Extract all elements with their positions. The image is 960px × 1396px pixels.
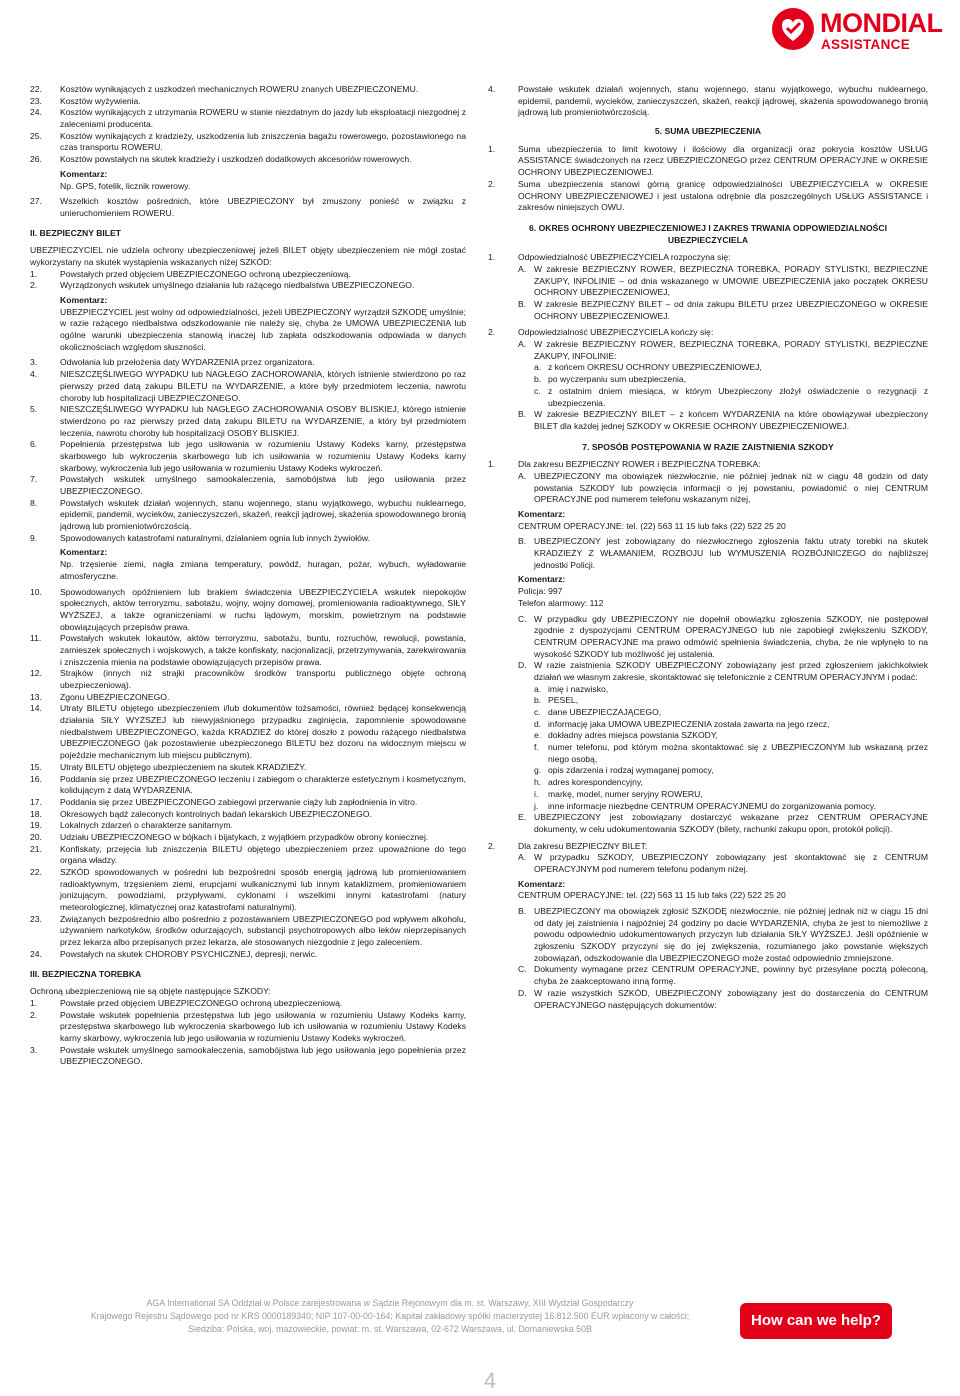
comment-head: Komentarz:: [518, 509, 566, 519]
sub-text: W przypadku gdy UBEZPIECZONY nie dopełnił obowiązku zgłoszenia SZKODY, nie postępował zgodnie z dyspozycjami CENTRUM OPERACYJNEGO lub nie zapobiegł zwiększeniu SZKODY, CENTRUM OPERACYJNE ma prawo odmówić spełnienia świadczenia, chyba, że nie wpłynęło to na wysokość SZKODY lub możliwość jej ustalenia.: [534, 613, 928, 659]
item-number: 10.: [30, 586, 42, 597]
list-item: [488, 84, 928, 119]
list-item: [30, 774, 466, 797]
sub-text: UBEZPIECZONY jest zobowiązany do niezwłocznego zgłoszenia faktu utraty torebki na skutek KRADZIEŻY Z WŁAMANIEM, ROZBOJU lub WYMUSZENIA ROZBÓJNICZEGO do najbliższej jednostki Policji.: [534, 536, 928, 570]
item-number: 22.: [30, 867, 42, 877]
sub-text: Dokumenty wymagane przez CENTRUM OPERACYJNE, powinny być przesyłane pocztą poleconą, chyba że zaakceptowano inną formę.: [534, 964, 928, 987]
list-item: [30, 797, 466, 809]
item-text: Poddania się przez UBEZPIECZONEGO leczeniu i zabiegom o charakterze estetycznym i kosmetycznym, kolidującym z datą WYDARZENIA.: [60, 773, 466, 796]
list-item: [30, 949, 466, 961]
item-text: Powstałych wskutek umyślnego samookaleczenia, samobójstwa lub jego usiłowania przez UBEZPIECZONEGO.: [60, 474, 466, 496]
list-item: [30, 107, 466, 130]
item-number: 11.: [30, 633, 42, 644]
comment-box: [30, 547, 466, 582]
item-number: 15.: [30, 761, 42, 772]
sub-letter: D.: [518, 987, 527, 998]
item-text: NIESZCZĘŚLIWEGO WYPADKU lub NAGŁEGO ZACHOROWANIA, których istnienie stwierdzono po raz pierwszy przed datą zakupu BILETU na WYDARZENIE, a które były przedmiotem leczenia, nawrotu choroby lub hospitalizacji UBEZPIECZONEGO.: [60, 369, 466, 403]
help-button[interactable]: How can we help?: [740, 1303, 892, 1339]
item-text: dane UBEZPIECZAJĄCEGO,: [548, 707, 662, 717]
list-item: [30, 84, 466, 96]
item-text: Powstałych wskutek lokautów, aktów terroryzmu, sabotażu, buntu, rozruchów, rewolucji, powstania, zamieszek społecznych i wojskowych, a także konfiskaty, nacjonalizacji, przetrzymywania, zarekwirowania i zniszczenia mienia na podstawie obowiązujących przepisów prawa.: [60, 633, 466, 667]
sub-item: [518, 264, 928, 299]
item-text: SZKÓD spowodowanych w pośredni lub bezpośredni sposób energią jądrową lub promieniowaniem radioaktywnym, trzęsieniem ziemi, erupcjami wulkanicznymi lub innym kataklizmem, promieniowaniem jonizującym, powodziami, przypływami, cyklonami i wszelkimi innymi katastrofami (natury meteorologicznej, klimatycznej oraz katastrofami naturalnymi).: [60, 867, 466, 913]
footer-line: AGA International SA Oddział w Polsce zarejestrowana w Sądzie Rejonowym dla m. st. Warszawy, XIII Wydział Gospodarczy: [146, 1298, 634, 1308]
list-item: [30, 280, 466, 292]
sub-text: UBEZPIECZONY ma obowiązek zgłosić SZKODĘ niezwłocznie, nie później jednak niż w ciągu 15 dni od daty jej zaistnienia i najpóźniej 24 godziny po dacie WYDARZENIA, chyba że jest to niemożliwe z powodu odpowiednio udokumentowanych przyczyn lub działania SIŁY WYŻSZEJ. Jeśli opóźnienie w zgłoszeniu SZKODY przyczyni się do jej zwiększenia, rozumianego jako powstanie większych zobowiązań, odszkodowanie dla UBEZPIECZONEGO może zostać odpowiednio zmniejszone.: [534, 906, 928, 963]
sub-item: [534, 362, 928, 374]
sub-letter: C.: [518, 613, 527, 624]
sub-item: [518, 339, 928, 409]
list-item: [30, 439, 466, 474]
item-text: adres korespondencyjny,: [548, 777, 643, 788]
item-number: 17.: [30, 796, 42, 807]
list-item: [30, 369, 466, 404]
item-number: 8.: [30, 497, 38, 508]
item-number: 21.: [30, 843, 42, 854]
item-text: Utraty BILETU objętego ubezpieczeniem na skutek KRADZIEŻY.: [60, 761, 307, 772]
item-text: imię i nazwisko,: [548, 683, 609, 694]
item-number: 18.: [30, 808, 42, 819]
item-text: Strajków (innych niż strajki pracowników środków transportu publicznego objęte ochroną ubezpieczeniową).: [60, 668, 466, 690]
list-item: [30, 914, 466, 949]
item-number: 6.: [30, 439, 38, 450]
item-text: z ostatnim dniem miesiąca, w którym Ubezpieczony złożył oświadczenie o rezygnacji z ubezpieczenia.: [548, 385, 928, 408]
sub-item: [518, 660, 928, 812]
comment-box: [30, 169, 466, 192]
item-number: 9.: [30, 532, 38, 543]
sub-letter: B.: [518, 536, 527, 547]
list-item: [30, 587, 466, 634]
section-intro: Ochroną ubezpieczeniową nie są objęte następujące SZKODY:: [30, 986, 271, 997]
item-text: Powstałych przed objęciem UBEZPIECZONEGO ochroną ubezpieczeniową.: [60, 268, 351, 279]
list-item: [30, 998, 466, 1010]
item-text: Lokalnych zdarzeń o charakterze sanitarnym.: [60, 820, 233, 831]
page-number: 4: [483, 1368, 497, 1393]
brand-name: MONDIAL: [820, 8, 943, 38]
item-number: 4.: [30, 369, 38, 380]
item-number: e.: [534, 730, 542, 741]
item-text: markę, model, numer seryjny ROWERU,: [548, 788, 703, 799]
list-item: [30, 498, 466, 533]
sub-item: [534, 801, 928, 813]
item-number: 12.: [30, 668, 42, 679]
sub-item: [534, 789, 928, 801]
item-number: 13.: [30, 691, 42, 702]
list-item: [488, 179, 928, 214]
item-number: 20.: [30, 831, 42, 842]
item-text: Kosztów powstałych na skutek kradzieży i uszkodzeń dodatkowych akcesoriów rowerowych.: [60, 154, 412, 165]
item-text: Dla zakresu BEZPIECZNY ROWER i BEZPIECZNA TOREBKA:: [518, 459, 761, 470]
comment-line: Telefon alarmowy: 112: [518, 597, 604, 608]
comment-line: Policja: 997: [518, 586, 563, 597]
list-item-cont: [488, 614, 928, 836]
sub-letter: D.: [518, 660, 527, 671]
item-number: 2.: [30, 280, 38, 291]
item-text: Poddania się przez UBEZPIECZONEGO zabiegowi przerwanie ciąży lub zapłodnienia in vitro.: [60, 796, 418, 807]
sub-text: W razie wszystkich SZKÓD, UBEZPIECZONY zobowiązany jest do dostarczenia do CENTRUM OPERACYJNEGO następujących dokumentów:: [534, 987, 928, 1010]
comment-head: Komentarz:: [60, 168, 108, 179]
sub-item: [518, 536, 928, 571]
item-text: Powstałe wskutek działań wojennych, stanu wojennego, stanu wyjątkowego, wybuchu nuklearnego, epidemii, pandemii, wycieków, zanieczyszczeń, skażeń, reakcji jądrowej, skażenia spowodowanego bronią jądrową lub promieniotwórczością.: [518, 84, 928, 118]
list-item: [30, 867, 466, 914]
comment-head: Komentarz:: [60, 295, 108, 305]
right-column: [488, 84, 928, 1011]
item-number: i.: [534, 788, 539, 799]
list-item: [30, 832, 466, 844]
comment-box: [30, 295, 466, 353]
list-item: [30, 703, 466, 761]
list-item: [30, 404, 466, 439]
item-number: 19.: [30, 820, 42, 831]
sub-text: W przypadku SZKODY, UBEZPIECZONY zobowiązany jest skontaktować się z CENTRUM OPERACYJNYM pod numerem telefonu podanym niżej.: [534, 852, 928, 874]
sub-text: W zakresie BEZPIECZNY ROWER, BEZPIECZNA TOREBKA, PORADY STYLISTKI, BEZPIECZNE ZAKUPY, INFOLINIE:: [534, 339, 928, 361]
sub-letter: C.: [518, 964, 527, 975]
item-text: informację jaka UMOWA UBEZPIECZENIA została zawarta na jego rzecz,: [548, 718, 830, 729]
item-number: c.: [534, 385, 541, 396]
item-number: 1.: [488, 459, 496, 470]
brand-sub: ASSISTANCE: [821, 37, 911, 52]
comment-text: Np. GPS, fotelik, licznik rowerowy.: [60, 180, 191, 191]
sub-item: [518, 988, 928, 1011]
item-number: 24.: [30, 107, 42, 118]
item-text: Powstałych na skutek CHOROBY PSYCHICZNEJ, depresji, nerwic.: [60, 948, 318, 959]
item-number: g.: [534, 765, 542, 776]
comment-head: Komentarz:: [60, 547, 108, 558]
item-number: 14.: [30, 703, 42, 714]
list-item: [488, 841, 928, 876]
list-item: [30, 269, 466, 281]
item-text: Kosztów wyżywienia.: [60, 95, 141, 106]
list-item: [30, 809, 466, 821]
item-text: Popełnienia przestępstwa lub jego usiłowania w rozumieniu Ustawy Kodeks karny, przestępstwa skarbowego lub wykroczenia skarbowego lub ich usiłowania w rozumieniu Ustawy Kodeks karny skarbowy, wykroczenia lub jego usiłowania w rozumieniu Ustawy Kodeks wykroczeń.: [60, 439, 466, 473]
list-item: [30, 357, 466, 369]
sub-item: [534, 742, 928, 765]
list-item: [30, 844, 466, 867]
sub-item: [534, 765, 928, 777]
sub-letter: A.: [518, 852, 527, 863]
list-item: [488, 252, 928, 322]
item-number: 2.: [30, 1009, 38, 1020]
item-number: j.: [534, 800, 539, 811]
item-number: 24.: [30, 948, 42, 959]
item-number: 4.: [488, 84, 496, 94]
item-number: b.: [534, 695, 542, 706]
item-text: Odwołania lub przełożenia daty WYDARZENIA przez organizatora.: [60, 357, 315, 368]
item-text: Wyrządzonych wskutek umyślnego działania lub rażącego niedbalstwa UBEZPIECZONEGO.: [60, 280, 415, 291]
comment-text: CENTRUM OPERACYJNE: tel. (22) 563 11 15 lub faks (22) 522 25 20: [518, 890, 786, 901]
item-text: Spowodowanych katastrofami naturalnymi, działaniem ognia lub innych żywiołów.: [60, 532, 371, 543]
section-title: III. BEZPIECZNA TOREBKA: [30, 968, 142, 979]
item-text: Okresowych bądź zaleconych kontrolnych badań lekarskich UBEZPIECZONEGO.: [60, 808, 372, 819]
item-text: Powstałych wskutek działań wojennych, stanu wojennego, stanu wyjątkowego, wybuchu nuklearnego, epidemii, pandemii, wycieków, zanieczyszczeń, skażeń, reakcji jądrowej, skażenia spowodowanego bronią jądrową lub promieniotwórczością.: [60, 497, 466, 532]
item-number: 1.: [30, 268, 38, 279]
item-number: 3.: [30, 1044, 38, 1055]
item-number: 22.: [30, 84, 42, 94]
sub-item: [518, 471, 928, 506]
item-text: W zakresie BEZPIECZNY ROWER, BEZPIECZNA TOREBKA, PORADY STYLISTKI, BEZPIECZNE ZAKUPY, INFOLINIE – od dnia wskazanego w UMOWIE UBEZPIECZENIA jako początek OKRESU OCHRONY UBEZPIECZENIOWEJ,: [534, 263, 928, 298]
list-item: [30, 131, 466, 154]
item-text: Zgonu UBEZPIECZONEGO.: [60, 691, 170, 702]
item-text: Powstałe wskutek umyślnego samookaleczenia, samobójstwa lub jego usiłowania jego popełnienia przez UBEZPIECZONEGO.: [60, 1044, 466, 1067]
sub-letter: E.: [518, 812, 527, 823]
item-number: a.: [534, 362, 542, 373]
comment-text: UBEZPIECZYCIEL jest wolny od odpowiedzialności, jeżeli UBEZPIECZONY wyrządził SZKODĘ umyślnie; w razie rażącego niedbalstwa odszkodowanie nie należy się, chyba że UMOWA UBEZPIECZENIA lub ogólne warunki ubezpieczenia stanowią inaczej lub zapłata odszkodowania odpowiada w danych okolicznościach względom słuszności.: [60, 306, 466, 352]
comment-text: Np. trzęsienie ziemi, nagła zmiana temperatury, powódź, huragan, pożar, wybuch, wyładowanie atmosferyczne.: [60, 559, 466, 581]
item-text: Powstałe wskutek popełnienia przestępstwa lub jego usiłowania w rozumieniu Ustawy Kodeks karny, przestępstwa skarbowego lub wykroczenia skarbowego lub ich usiłowania w rozumieniu Ustawy Kodeks karny skarbowy, wykroczenia lub jego usiłowania w rozumieniu Ustawy Kodeks wykroczeń.: [60, 1009, 466, 1043]
item-text: po wyczerpaniu sum ubezpieczenia,: [548, 374, 687, 385]
item-number: 1.: [488, 252, 496, 263]
item-text: Kosztów wynikających z kradzieży, uszkodzenia lub zniszczenia bagażu rowerowego, pozostawionego na czas transportu ROWERU.: [60, 130, 466, 153]
section-title: II. BEZPIECZNY BILET: [30, 227, 122, 238]
sub-item: [518, 409, 928, 432]
item-number: 3.: [30, 357, 38, 368]
left-column: [30, 84, 466, 1068]
item-text: Odpowiedzialność UBEZPIECZYCIELA kończy się:: [518, 327, 714, 338]
item-number: a.: [534, 683, 542, 694]
item-number: B.: [518, 299, 527, 309]
item-text: Udziału UBEZPIECZONEGO w bójkach i bijatykach, z wyjątkiem przypadków obrony koniecznej.: [60, 831, 429, 842]
list-item: [30, 1045, 466, 1068]
item-number: h.: [534, 777, 542, 788]
mondial-heart-icon: [770, 6, 816, 52]
sub-item: [518, 906, 928, 964]
sub-item: [534, 719, 928, 731]
section-intro: UBEZPIECZYCIEL nie udziela ochrony ubezpieczeniowej jeżeli BILET objęty ubezpieczeniem nie mógł zostać wykorzystany na skutek wystąpienia wskazanych niżej SZKÓD:: [30, 245, 466, 267]
comment-box: [488, 879, 928, 902]
item-text: Wszelkich kosztów pośrednich, które UBEZPIECZONY był zmuszony ponieść w związku z unieruchomieniem ROWERU.: [60, 196, 466, 218]
list-item: [488, 327, 928, 432]
item-number: 2.: [488, 840, 496, 851]
mondial-assistance-logo: [770, 6, 956, 58]
item-number: 26.: [30, 154, 42, 165]
item-text: opis zdarzenia i rodzaj wymaganej pomocy,: [548, 765, 714, 776]
list-item: [30, 474, 466, 497]
section-title: 5. SUMA UBEZPIECZENIA: [654, 126, 762, 137]
item-text: Suma ubezpieczenia stanowi górną granicę odpowiedzialności UBEZPIECZYCIELA w OKRESIE OCHRONY UBEZPIECZENIOWEJ i jest ustalona odrębnie dla poszczególnych USŁUG ASSISTANCE i zakresów niniejszych OWU.: [518, 178, 928, 213]
item-text: z końcem OKRESU OCHRONY UBEZPIECZENIOWEJ,: [548, 362, 762, 373]
sub-letter: A.: [518, 470, 527, 481]
sub-item: [518, 614, 928, 661]
item-number: f.: [534, 742, 539, 753]
comment-head: Komentarz:: [518, 878, 566, 889]
list-item: [30, 196, 466, 219]
list-item: [30, 1010, 466, 1045]
item-text: Dla zakresu BEZPIECZNY BILET:: [518, 840, 648, 851]
sub-text: UBEZPIECZONY jest zobowiązany dostarczyć wskazane przez CENTRUM OPERACYJNE dokumenty, w celu udokumentowania SZKODY (bilety, rachunki zakupu opon, protokół policji).: [534, 812, 928, 834]
footer-line: Siedziba: Polska, woj. mazowieckie, powiat: m. st. Warszawa, 02-672 Warszawa, ul. Domaniewska 50B: [188, 1324, 592, 1335]
item-text: Kosztów wynikających z utrzymania ROWERU w stanie niezdatnym do jazdy lub eksploatacji niezgodnej z zaleceniami producenta.: [60, 107, 466, 130]
item-number: 7.: [30, 474, 38, 485]
list-item-cont: [488, 536, 928, 571]
sub-item: [518, 964, 928, 987]
list-item: [30, 692, 466, 704]
section-title: 6. OKRES OCHRONY UBEZPIECZENIOWEJ I ZAKRES TRWANIA ODPOWIEDZIALNOŚCI UBEZPIECZYCIELA: [529, 222, 887, 245]
item-number: 16.: [30, 773, 42, 784]
item-text: PESEL,: [548, 695, 579, 706]
sub-item: [534, 374, 928, 386]
sub-item: [534, 777, 928, 789]
sub-item: [518, 852, 928, 875]
item-number: 23.: [30, 95, 42, 106]
sub-item: [534, 386, 928, 409]
list-item: [488, 459, 928, 506]
sub-item: [518, 812, 928, 835]
section-title: 7. SPOSÓB POSTĘPOWANIA W RAZIE ZAISTNIENIA SZKODY: [582, 441, 834, 452]
item-text: Powstałe przed objęciem UBEZPIECZONEGO ochroną ubezpieczeniową.: [60, 997, 343, 1008]
comment-head: Komentarz:: [518, 574, 566, 585]
item-text: Konfiskaty, przejęcia lub zniszczenia BILETU objętego ubezpieczeniem przez upoważnione do tego organa władzy.: [60, 843, 466, 866]
item-text: NIESZCZĘŚLIWEGO WYPADKU lub NAGŁEGO ZACHOROWANIA OSOBY BLISKIEJ, którego istnienie stwierdzono po raz pierwszy przed datą zakupu BILETU na WYDARZENIE, a który był przedmiotem leczenia, nawrotu choroby lub hospitalizacji OSOBY BLISKIEJ.: [60, 404, 466, 438]
item-number: 27.: [30, 196, 42, 207]
item-text: inne informacje niezbędne CENTRUM OPERACYJNEMU do zorganizowania pomocy.: [548, 800, 876, 811]
list-item: [30, 533, 466, 545]
sub-text: UBEZPIECZONY ma obowiązek niezwłocznie, nie później jednak niż w ciągu 48 godzin od daty powstania SZKODY lub powzięcia informacji o jej powstaniu, powiadomić o niej CENTRUM OPERACYJNE pod numerem telefonu wskazanym niżej,: [534, 470, 928, 505]
comment-box: [488, 509, 928, 532]
item-number: 5.: [30, 404, 38, 415]
item-number: 25.: [30, 130, 42, 141]
item-number: c.: [534, 707, 541, 717]
sub-item: [534, 730, 928, 742]
item-text: Utraty BILETU objętego ubezpieczeniem i/lub dokumentów tożsamości, również będącej konsekwencją działania SIŁY WYŻSZEJ lub niewyjaśnionego przypadku zaginięcia, zapomnienie spowodowane niedbalstwem UBEZPIECZONEGO, każda KRADZIEŻ do której doszło z powodu rażącego niedbalstwa UBEZPIECZONEGO (jak pozostawienie ubezpieczonego BILETU bez dozoru na widocznym miejscu w pojeździe mechanicznym lub miejscu publicznym).: [60, 703, 466, 761]
sub-text: W zakresie BEZPIECZNY BILET – z końcem WYDARZENIA na które obowiązywał ubezpieczony BILET dla każdej jednej SZKODY w OKRESIE OCHRONY UBEZPIECZENIOWEJ.: [534, 409, 928, 431]
item-number: 23.: [30, 913, 42, 924]
item-text: Spowodowanych opóźnieniem lub brakiem świadczenia UBEZPIECZYCIELA wskutek niepokojów społecznych, aktów terroryzmu, sabotażu, wojny, wojny domowej, promieniowania radioaktywnego, SIŁY WYŻSZEJ, a także ograniczeniami w ruchu lądowym, morskim, powietrznym na podstawie obowiązujących przepisów prawa.: [60, 586, 466, 632]
sub-item: [534, 707, 928, 719]
footer-line: Krajowego Rejestru Sądowego pod nr KRS 0000189340; NIP 107-00-00-164; Kapitał zakładowy spółki macierzystej 16.812.500 EUR wpłacony w całości;: [90, 1311, 690, 1322]
legal-footer: [56, 1297, 724, 1337]
list-item: [30, 668, 466, 691]
sub-item: [534, 684, 928, 696]
comment-text: CENTRUM OPERACYJNE: tel. (22) 563 11 15 lub faks (22) 522 25 20: [518, 520, 786, 531]
item-number: 1.: [488, 143, 496, 154]
sub-item: [534, 695, 928, 707]
item-number: b.: [534, 374, 542, 385]
item-number: 2.: [488, 178, 496, 189]
item-number: A.: [518, 263, 527, 274]
comment-box: [488, 574, 928, 609]
list-item: [30, 633, 466, 668]
item-number: d.: [534, 718, 542, 729]
sub-letter: A.: [518, 339, 527, 350]
item-text: Odpowiedzialność UBEZPIECZYCIELA rozpoczyna się:: [518, 252, 731, 263]
item-text: Suma ubezpieczenia to limit kwotowy i ilościowy dla organizacji oraz pokrycia kosztów USŁUG ASSISTANCE świadczonych na rzecz UBEZPIECZONEGO przez CENTRUM OPERACYJNE w OKRESIE OCHRONY UBEZPIECZENIOWEJ.: [518, 143, 928, 178]
sub-letter: B.: [518, 409, 527, 420]
list-item: [30, 820, 466, 832]
item-text: Związanych bezpośrednio albo pośrednio z pozostawaniem UBEZPIECZONEGO pod wpływem alkoholu, używaniem narkotyków, środków odurzających, substancji psychotropowych albo leków nieprzepisanych przez lekarza albo przepisanych przez lekarza, ale stosowanych niezgodnie z jego zaleceniem.: [60, 913, 466, 948]
item-text: Kosztów wynikających z uszkodzeń mechanicznych ROWERU znanych UBEZPIECZONEMU.: [60, 84, 419, 94]
sub-text: W razie zaistnienia SZKODY UBEZPIECZONY zobowiązany jest przed zgłoszeniem jakichkolwiek działań we własnym zakresie, skontaktować się telefonicznie z CENTRUM OPERACYJNYM i podać:: [534, 660, 928, 682]
item-text: dokładny adres miejsca powstania SZKODY,: [548, 730, 718, 741]
item-number: 1.: [30, 997, 38, 1008]
list-item: [488, 144, 928, 179]
list-item: [30, 96, 466, 108]
item-text: W zakresie BEZPIECZNY BILET – od dnia zakupu BILETU przez UBEZPIECZONEGO w OKRESIE OCHRONY UBEZPIECZENIOWEJ.: [534, 299, 928, 321]
list-item: [30, 154, 466, 166]
item-text: numer telefonu, pod którym można skontaktować się z UBEZPIECZONYM lub wskazaną przez niego osobą,: [548, 742, 928, 764]
list-item: [30, 762, 466, 774]
sub-item: [518, 299, 928, 322]
item-number: 2.: [488, 327, 496, 338]
list-item-cont: [488, 906, 928, 1011]
sub-letter: B.: [518, 906, 527, 916]
